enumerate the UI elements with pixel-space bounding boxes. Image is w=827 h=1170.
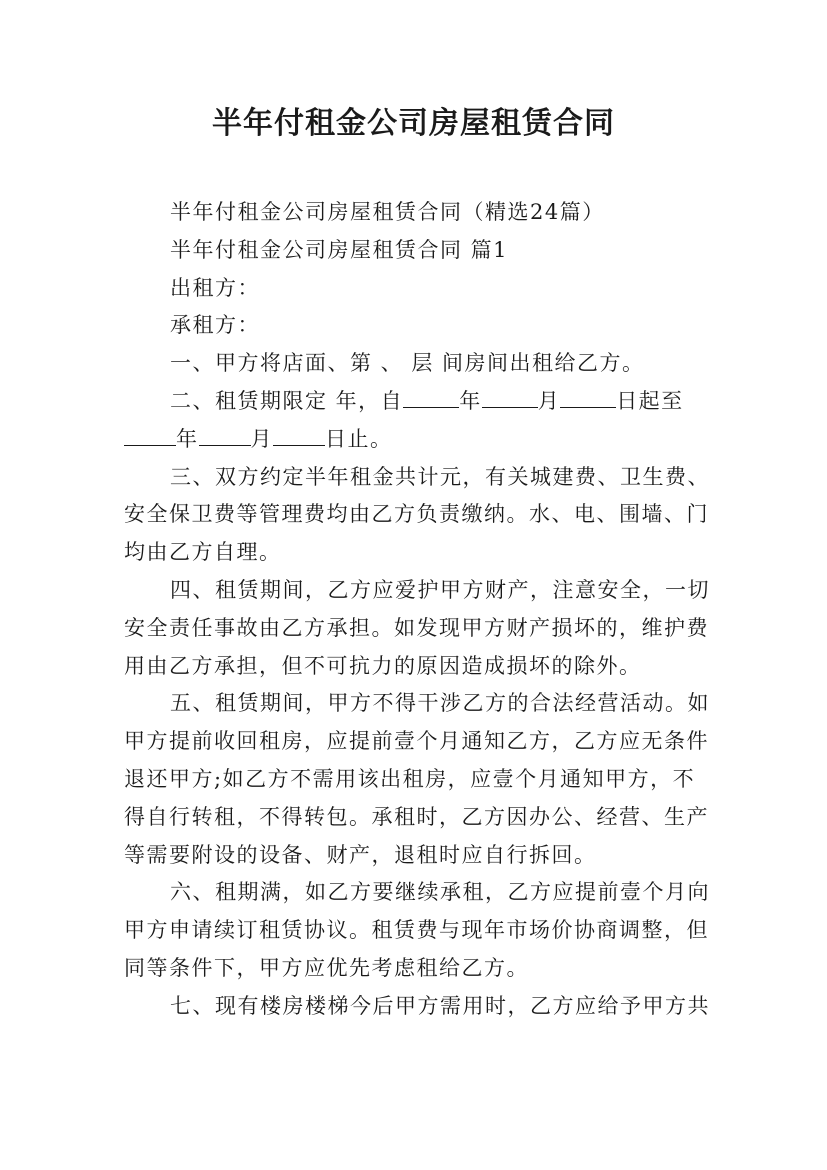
- blank-end-day: [273, 423, 325, 446]
- clause-2-text-f: 月: [250, 426, 273, 451]
- clause-4-line-2: 安全责任事故由乙方承担。如发现甲方财产损坏的，维护费: [124, 615, 709, 640]
- clause-2-text-c: 月: [537, 388, 561, 413]
- clause-6-line-1: 六、租期满，如乙方要继续承租，乙方应提前壹个月向: [170, 880, 710, 905]
- clause-2-text-a: 二、租赁期限定 年，自: [170, 388, 404, 413]
- clause-3-line-3: 均由乙方自理。: [124, 540, 282, 565]
- document-body: [124, 194, 714, 1026]
- clause-6-line-2: 甲方申请续订租赁协议。租赁费与现年市场价协商调整，但: [124, 918, 709, 943]
- clause-3-line-1: 三、双方约定半年租金共计元，有关城建费、卫生费、: [170, 464, 710, 489]
- lessee-label: 承租方：: [170, 313, 260, 338]
- clause-5-line-5: 等需要附设的设备、财产，退租时应自行拆回。: [124, 842, 597, 867]
- clause-7-line-1: 七、现有楼房楼梯今后甲方需用时，乙方应给予甲方共: [170, 993, 710, 1018]
- clause-2-text-d: 日起至: [616, 388, 684, 413]
- blank-start-month: [482, 385, 538, 408]
- clause-2-line-2: [124, 421, 714, 459]
- clause-4-line-1: 四、租赁期间，乙方应爱护甲方财产，注意安全，一切: [170, 577, 710, 602]
- clause-4-line-3: 用由乙方承担，但不可抗力的原因造成损坏的除外。: [124, 653, 642, 678]
- clause-5-line-3: 退还甲方;如乙方不需用该出租房，应壹个月通知甲方，不: [124, 766, 696, 791]
- clause-2-line-1: [124, 383, 714, 421]
- blank-end-year: [124, 423, 176, 446]
- clause-2-text-b: 年: [459, 388, 482, 413]
- blank-end-month: [199, 423, 251, 446]
- clause-5-line-4: 得自行转租，不得转包。承租时，乙方因办公、经营、生产: [124, 804, 709, 829]
- clause-5-line-2: 甲方提前收回租房，应提前壹个月通知乙方，乙方应无条件: [124, 729, 709, 754]
- clause-6-line-3: 同等条件下，甲方应优先考虑租给乙方。: [124, 955, 529, 980]
- clause-1: 一、甲方将店面、第 、 层 间房间出租给乙方。: [170, 351, 645, 376]
- clause-2-text-e: 年: [176, 426, 199, 451]
- lessor-label: 出租方：: [170, 275, 260, 300]
- document-title: 半年付租金公司房屋租赁合同: [212, 106, 615, 141]
- clause-5-line-1: 五、租赁期间，甲方不得干涉乙方的合法经营活动。如: [170, 691, 710, 716]
- subtitle-line: 半年付租金公司房屋租赁合同（精选24篇）: [170, 200, 605, 224]
- blank-start-year: [403, 385, 459, 408]
- clause-3-line-2: 安全保卫费等管理费均由乙方负责缴纳。水、电、围墙、门: [124, 502, 709, 527]
- section-heading: 半年付租金公司房屋租赁合同 篇1: [170, 237, 509, 262]
- blank-start-day: [560, 385, 616, 408]
- clause-2-text-g: 日止。: [325, 426, 393, 451]
